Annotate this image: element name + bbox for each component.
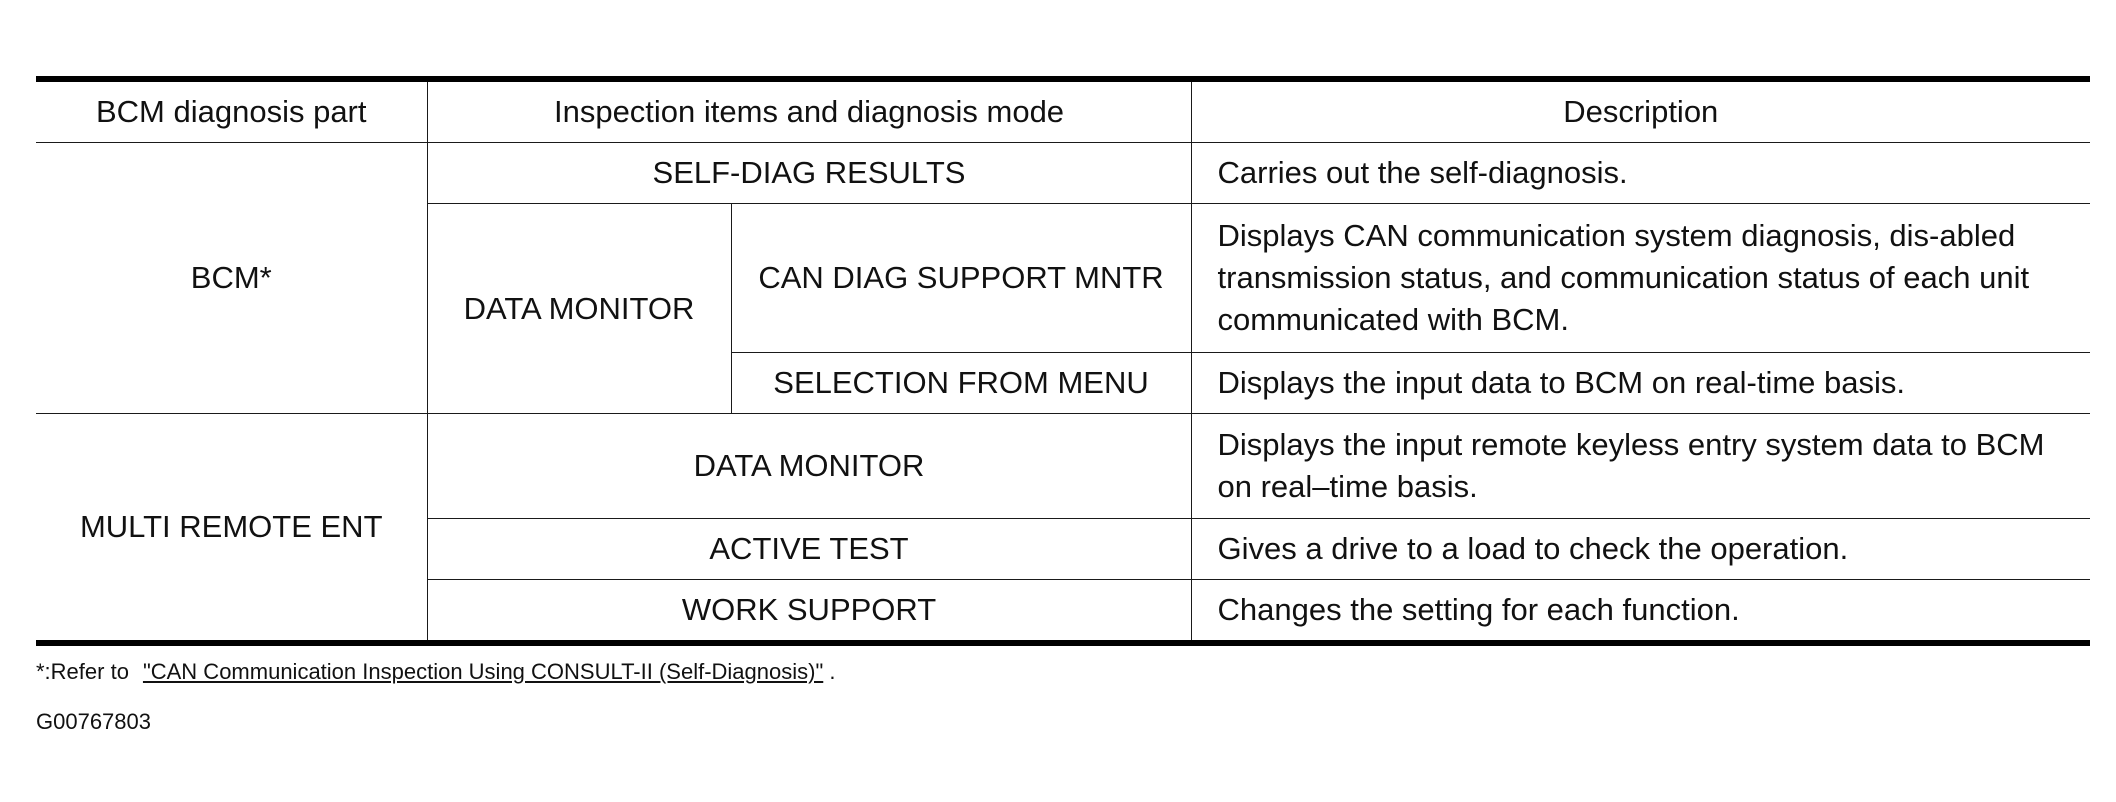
- data-monitor-cell: DATA MONITOR: [427, 204, 731, 414]
- table-row: [36, 143, 2090, 204]
- can-diag-support-cell: CAN DIAG SUPPORT MNTR: [731, 204, 1191, 353]
- self-diag-description-cell: Carries out the self-diagnosis.: [1191, 143, 2090, 204]
- header-bcm-diagnosis-part: BCM diagnosis part: [36, 79, 427, 143]
- header-inspection-items: Inspection items and diagnosis mode: [427, 79, 1191, 143]
- footnote-suffix: .: [829, 659, 836, 684]
- active-test-cell: ACTIVE TEST: [427, 519, 1191, 580]
- work-support-cell: WORK SUPPORT: [427, 580, 1191, 644]
- work-support-description-cell: Changes the setting for each function.: [1191, 580, 2090, 644]
- can-diag-description-cell: Displays CAN communication system diagnosis, dis-abled transmission status, and communication status of each unit communicated with BCM.: [1191, 204, 2090, 353]
- footnote: [36, 658, 836, 686]
- mr-data-monitor-cell: DATA MONITOR: [427, 414, 1191, 519]
- selection-description-cell: Displays the input data to BCM on real-time basis.: [1191, 353, 2090, 414]
- document-code: G00767803: [36, 709, 151, 734]
- table-row: [36, 414, 2090, 519]
- can-communication-inspection-link[interactable]: "CAN Communication Inspection Using CONSULT-II (Self-Diagnosis)": [142, 659, 824, 684]
- selection-from-menu-cell: SELECTION FROM MENU: [731, 353, 1191, 414]
- active-test-description-cell: Gives a drive to a load to check the operation.: [1191, 519, 2090, 580]
- header-description: Description: [1191, 79, 2090, 143]
- mr-data-monitor-description-cell: Displays the input remote keyless entry system data to BCM on real–time basis.: [1191, 414, 2090, 519]
- footnote-prefix: *:Refer to: [36, 659, 129, 684]
- multi-remote-part-cell: MULTI REMOTE ENT: [36, 414, 427, 644]
- header-row: [36, 79, 2090, 143]
- bcm-part-cell: BCM*: [36, 143, 427, 414]
- self-diag-results-cell: SELF-DIAG RESULTS: [427, 143, 1191, 204]
- diagnosis-table: [36, 76, 2090, 646]
